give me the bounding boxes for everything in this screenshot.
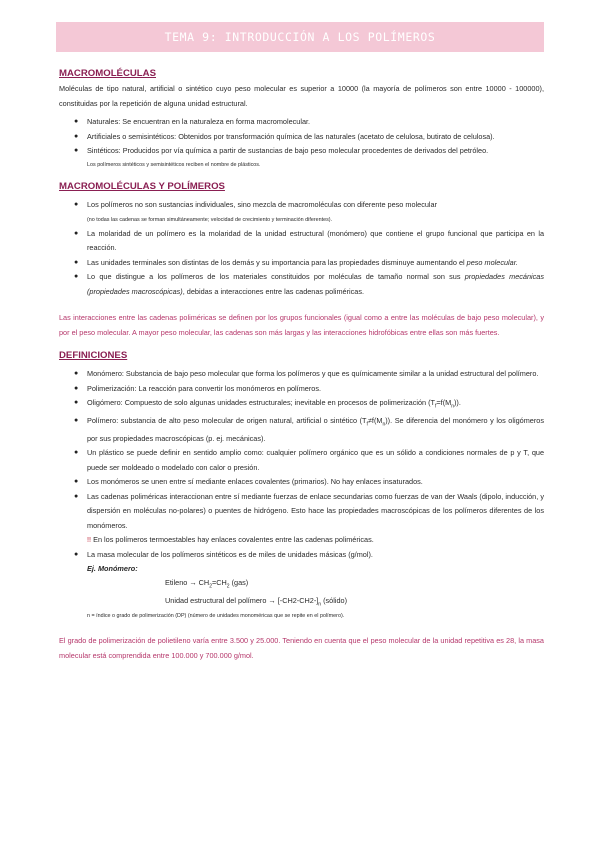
- list-item: [59, 490, 544, 548]
- highlight-paragraph: Las interacciones entre las cadenas poliméricas se definen por los grupos funcionales (igual como a entre las moléculas de bajo peso molecular), y por el peso molecular. A mayor peso molecular, las cadenas son más largas y las interacciones hidrofóbicas entre ellas son más fuertes.: [59, 313, 544, 337]
- list-item-text: Las unidades terminales son distintas de los demás y su importancia para las propiedades disminuye aumentando el: [87, 257, 467, 267]
- bullet-icon: ●: [74, 132, 79, 140]
- list-item: [59, 475, 544, 490]
- highlight-paragraph: El grado de polimerización de polietileno varía entre 3.500 y 25.000. Teniendo en cuenta que el peso molecular de la unidad repetitiva es 28, la masa molecular está comprendida entre 100.000 y 700.000 g/mol.: [59, 636, 544, 660]
- warning-mark: !!: [87, 535, 92, 545]
- bullet-icon: ●: [74, 478, 79, 486]
- list-item-text: Sintéticos: Producidos por vía química a partir de sustancias de bajo peso molecular procedentes de derivados del petróleo.: [87, 146, 489, 155]
- list-item-text: Las cadenas poliméricas interaccionan entre sí mediante fuerzas de enlace secundarias como fuerzas de van der Waals (dipolo, inducción, y dispersión en moléculas no-polares) o puentes de hidrógeno. Esto hace las propiedades macroscópicas de los polímeros diferentes de los monómeros.: [87, 491, 544, 530]
- page-title: TEMA 9: INTRODUCCIÓN A LOS POLÍMEROS: [164, 30, 436, 44]
- list-item-text: ≠f(M: [367, 415, 383, 425]
- list-item-text: Lo que distingue a los polímeros de los materiales constituidos por moléculas de tamaño normal son sus: [87, 272, 465, 281]
- list-item-text: Polímero: substancia de alto peso molecular de origen natural, artificial o sintético (T: [87, 415, 367, 425]
- subscript: n: [318, 601, 322, 608]
- list-item-text: )).: [453, 398, 461, 407]
- list-item: [59, 382, 544, 397]
- bullet-icon: ●: [74, 229, 79, 237]
- document-content: [59, 66, 544, 663]
- list-item: [59, 198, 544, 227]
- example-label-text: Ej. Monómero:: [87, 564, 138, 574]
- bullet-list: [59, 198, 544, 300]
- list-item-text: Un plástico se puede definir en sentido amplio como: cualquier polímero orgánico que es un sólido a condiciones normales de p y T, que puede ser moldeado o modelado con calor o presión.: [87, 448, 544, 472]
- bullet-icon: ●: [74, 118, 79, 125]
- bullet-icon: ●: [74, 200, 79, 208]
- bullet-icon: ●: [74, 384, 79, 392]
- polymerization-index-note: n = índice o grado de polimerización (DP) (número de unidades monoméricas que se repite en el polímero).: [87, 613, 345, 620]
- list-item-text: =f(M: [436, 398, 452, 407]
- example-line: [87, 594, 544, 611]
- bullet-icon: ●: [74, 258, 79, 266]
- list-item-text: Monómero: Substancia de bajo peso molecular que forma los polímeros y que es químicamente similar a la unidad estructural del polímero.: [87, 369, 539, 378]
- section-macromoleculas: [59, 66, 544, 171]
- bullet-list: [59, 115, 544, 159]
- list-item-text: Polimerización: La reacción para convertir los monómeros en polímeros.: [87, 383, 322, 393]
- bullet-icon: ●: [74, 492, 79, 500]
- bullet-icon: ●: [74, 416, 79, 424]
- bullet-icon: ●: [74, 370, 79, 377]
- list-item-text: Oligómero: Compuesto de solo algunas unidades estructurales; inevitable en procesos de polimerización (T: [87, 398, 436, 407]
- list-item-text: Artificiales o semisintéticos: Obtenidos por transformación química de las naturales (acetato de celulosa, butirato de celulosa).: [87, 131, 495, 141]
- bullet-list: [59, 367, 544, 611]
- bullet-icon: ●: [74, 273, 79, 280]
- list-item-text: Los polímeros no son sustancias individuales, sino mezcla de macromoléculas con diferente peso molecular: [87, 199, 438, 209]
- list-item: [59, 144, 544, 159]
- list-item-text: La molaridad de un polímero es la molaridad de la unidad estructural (monómero) que contiene el grupo funcional que participa en la reacción.: [87, 228, 544, 252]
- section-heading: MACROMOLÉCULAS Y POLÍMEROS: [59, 180, 225, 192]
- section-heading: MACROMOLÉCULAS: [59, 68, 156, 79]
- example-text: Unidad estructural del polímero → [-CH2-CH2-]: [165, 595, 319, 605]
- subscript: n: [451, 403, 454, 410]
- list-item: [59, 446, 544, 475]
- subscript: f: [435, 403, 437, 410]
- list-item: [59, 227, 544, 256]
- bullet-icon: ●: [74, 147, 79, 154]
- list-item: [59, 270, 544, 299]
- list-item-text: Naturales: Se encuentran en la naturaleza en forma macromolecular.: [87, 117, 311, 126]
- list-item: [59, 115, 544, 130]
- list-item-emphasis: peso molecular.: [466, 257, 518, 267]
- list-item-text: La masa molecular de los polímeros sintéticos es de miles de unidades másicas (g/mol).: [87, 549, 373, 559]
- example-text: =CH: [211, 578, 227, 588]
- section-heading: DEFINICIONES: [59, 350, 128, 361]
- plastics-note: Los polímeros sintéticos y semisintéticos reciben el nombre de plásticos.: [87, 161, 261, 168]
- list-item: [59, 256, 544, 271]
- list-item-note: (no todas las cadenas se forman simultáneamente; velocidad de crecimiento y terminación diferentes).: [87, 217, 333, 223]
- subscript: 2: [209, 583, 212, 590]
- list-item-text: )). Se diferencia del monómero y los oligómeros por sus propiedades macroscópicas (p. ej. mecánicas).: [87, 415, 544, 443]
- list-item: [59, 396, 544, 414]
- section-definiciones: [59, 348, 544, 663]
- subscript: f: [366, 421, 368, 428]
- intro-paragraph: Moléculas de tipo natural, artificial o sintético cuyo peso molecular es superior a 10000 (la mayoría de polímeros son entre 10000 - 100000), constituidas por la repetición de alguna unidad estructural.: [59, 84, 544, 108]
- list-item-emphasis: propiedades mecánicas (propiedades macroscópicas): [87, 272, 544, 296]
- list-item-text: En los polímeros termoestables hay enlaces covalentes entre las cadenas poliméricas.: [91, 535, 374, 545]
- example-line: [87, 576, 544, 593]
- subscript: 2: [226, 583, 230, 590]
- example-label: [87, 562, 544, 576]
- bullet-icon: ●: [74, 449, 79, 457]
- list-item: [59, 130, 544, 145]
- example-text: Etileno → CH: [165, 578, 210, 588]
- list-item-text: , debidas a interacciones entre las cadenas poliméricas.: [182, 286, 365, 296]
- section-macromoleculas-polimeros: [59, 179, 544, 341]
- example-text: (gas): [229, 578, 249, 588]
- bullet-icon: ●: [74, 550, 79, 558]
- subscript: n: [382, 421, 386, 428]
- list-item: [59, 414, 544, 446]
- bullet-icon: ●: [74, 399, 79, 406]
- list-item: [59, 548, 544, 611]
- list-item: [59, 367, 544, 382]
- list-item-text: Los monómeros se unen entre sí mediante enlaces covalentes (primarios). No hay enlaces insaturados.: [87, 477, 423, 487]
- example-text: (sólido): [321, 595, 348, 605]
- title-banner: [56, 22, 544, 52]
